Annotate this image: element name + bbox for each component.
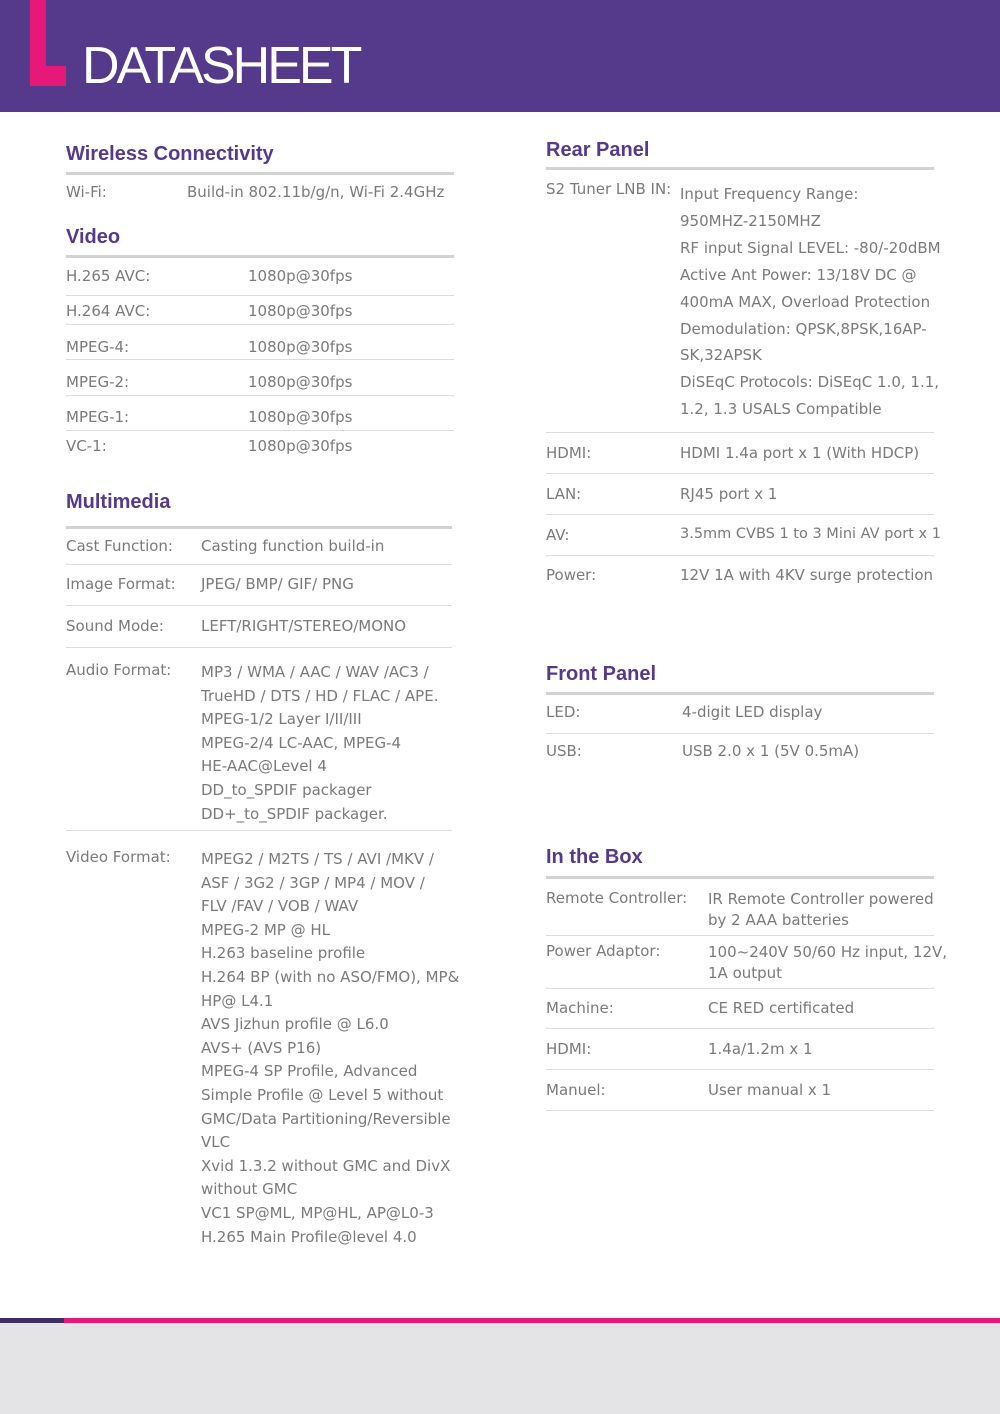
spec-value: 1080p@30fps (248, 437, 353, 455)
spec-value: LEFT/RIGHT/STEREO/MONO (201, 617, 407, 635)
spec-value: RJ45 port x 1 (680, 485, 778, 503)
section-title-video: Video (66, 226, 121, 248)
row-divider (546, 473, 934, 474)
spec-label: Image Format: (66, 575, 176, 593)
row-divider (546, 733, 934, 734)
spec-label: AV: (546, 526, 570, 544)
spec-value: HDMI 1.4a port x 1 (With HDCP) (680, 444, 920, 462)
spec-label: MPEG-4: (66, 338, 130, 356)
row-divider (546, 514, 934, 515)
spec-label: S2 Tuner LNB IN: (546, 180, 672, 198)
row-divider (66, 430, 454, 431)
section-rule (546, 876, 934, 879)
spec-value: CE RED certificated (708, 999, 855, 1017)
row-divider (66, 359, 454, 360)
spec-value: IR Remote Controller powered by 2 AAA batteries (708, 890, 934, 929)
section-rule (546, 167, 934, 170)
spec-value: MP3 / WMA / AAC / WAV /AC3 / TrueHD / DTS / HD / FLAC / APE. MPEG-1/2 Layer I/II/III MPEG-2/4 LC-AAC, MPEG-4 HE-AAC@Level 4 DD_to_SPDIF packager DD+_to_SPDIF packager. (201, 663, 439, 823)
spec-label: H.264 AVC: (66, 302, 151, 320)
spec-value: 1080p@30fps (248, 373, 353, 391)
spec-value: 1080p@30fps (248, 408, 353, 426)
spec-label: HDMI: (546, 1040, 592, 1058)
row-divider (546, 1110, 934, 1111)
spec-label-wifi: Wi-Fi: (66, 183, 107, 201)
spec-value: Input Frequency Range: 950MHZ-2150MHZ RF input Signal LEVEL: -80/-20dBM Active Ant Power: 13/18V DC @ 400mA MAX, Overload Protection Demodulation: QPSK,8PSK,16AP- SK,32APSK DiSEqC Protocols: DiSEqC 1.0, 1.1, 1.2, 1.3 USALS Compatible (680, 185, 941, 419)
footer-band (0, 1323, 1000, 1414)
row-divider (66, 295, 454, 296)
section-title-rear-panel: Rear Panel (546, 139, 650, 161)
row-divider (546, 1028, 934, 1029)
spec-label: MPEG-1: (66, 408, 130, 426)
spec-label: LAN: (546, 485, 582, 503)
spec-value: Casting function build-in (201, 537, 385, 555)
row-divider (66, 564, 452, 565)
spec-label: Power: (546, 566, 597, 584)
spec-value: 1.4a/1.2m x 1 (708, 1040, 813, 1058)
spec-label: Power Adaptor: (546, 942, 661, 960)
spec-label: LED: (546, 703, 581, 721)
spec-label: USB: (546, 742, 582, 760)
spec-value: User manual x 1 (708, 1081, 832, 1099)
spec-label: Remote Controller: (546, 889, 688, 907)
section-rule (66, 255, 454, 258)
spec-label: HDMI: (546, 444, 592, 462)
section-title-in-the-box: In the Box (546, 846, 643, 868)
spec-label: Audio Format: (66, 661, 172, 679)
row-divider (66, 647, 452, 648)
section-title-multimedia: Multimedia (66, 491, 171, 513)
section-rule (66, 172, 454, 175)
row-divider (546, 988, 934, 989)
logo-square-shape (30, 66, 66, 86)
row-divider (66, 830, 452, 831)
spec-label: Video Format: (66, 848, 171, 866)
row-divider (546, 1069, 934, 1070)
spec-value: 3.5mm CVBS 1 to 3 Mini AV port x 1 (680, 526, 941, 542)
spec-label: Sound Mode: (66, 617, 164, 635)
spec-label: Cast Function: (66, 537, 173, 555)
section-title-front-panel: Front Panel (546, 663, 657, 685)
row-divider (546, 432, 934, 433)
row-divider (546, 555, 934, 556)
spec-value: MPEG2 / M2TS / TS / AVI /MKV / ASF / 3G2 / 3GP / MP4 / MOV / FLV /FAV / VOB / WAV MPEG-2 MP @ HL H.263 baseline profile H.264 BP (with no ASO/FMO), MP& HP@ L4.1 AVS Jizhun profile @ L6.0 AVS+ (AVS P16) MPEG-4 SP Profile, Advanced Simple Profile @ Level 5 without GMC/Data Partitioning/Reversible VLC Xvid 1.3.2 without GMC and DivX without GMC VC1 SP@ML, MP@HL, AP@L0-3 H.265 Main Profile@level 4.0 (201, 850, 460, 1246)
spec-label: Machine: (546, 999, 614, 1017)
row-divider (66, 605, 452, 606)
spec-label: H.265 AVC: (66, 267, 151, 285)
row-divider (546, 935, 934, 936)
header-banner (0, 0, 1000, 112)
section-rule (66, 526, 452, 529)
spec-value: 1080p@30fps (248, 267, 353, 285)
spec-value: 4-digit LED display (682, 703, 823, 721)
spec-value: 1080p@30fps (248, 302, 353, 320)
section-rule (546, 692, 934, 695)
spec-value: 100~240V 50/60 Hz input, 12V, 1A output (708, 943, 948, 982)
section-title-wireless: Wireless Connectivity (66, 143, 274, 165)
spec-label: VC-1: (66, 437, 107, 455)
logo-bar-shape (30, 0, 46, 66)
spec-label: Manuel: (546, 1081, 606, 1099)
spec-label: MPEG-2: (66, 373, 130, 391)
spec-value: JPEG/ BMP/ GIF/ PNG (201, 575, 354, 593)
spec-value: USB 2.0 x 1 (5V 0.5mA) (682, 742, 860, 760)
spec-value-wifi: Build-in 802.11b/g/n, Wi-Fi 2.4GHz (187, 183, 445, 201)
spec-value: 12V 1A with 4KV surge protection (680, 566, 934, 584)
row-divider (66, 324, 454, 325)
spec-value: 1080p@30fps (248, 338, 353, 356)
row-divider (66, 395, 454, 396)
page-title: DATASHEET (82, 37, 360, 95)
